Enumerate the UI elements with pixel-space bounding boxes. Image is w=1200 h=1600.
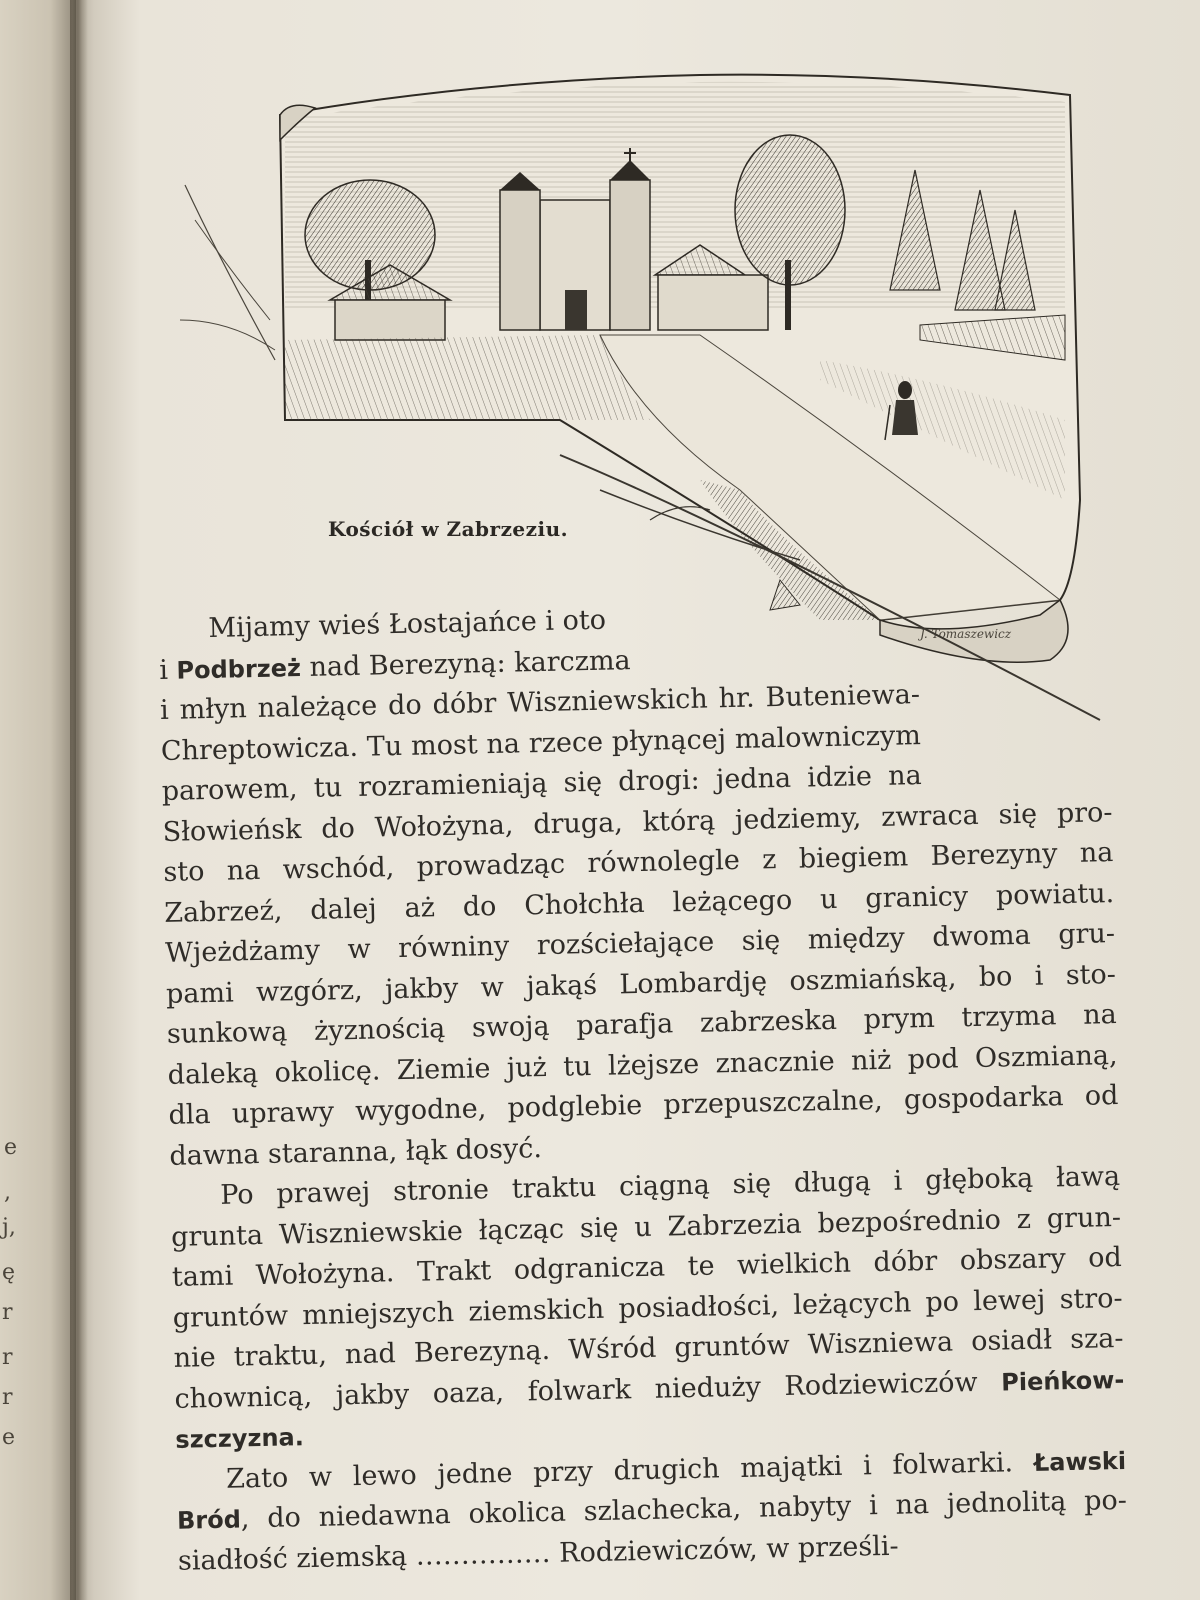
text-segment: chownicą, jakby oaza, folwark nieduży Rodziewiczów <box>174 1366 1002 1415</box>
text-segment: Mijamy wieś Łostajańce i oto <box>208 604 607 644</box>
left-page-fragment: r <box>2 1345 13 1370</box>
text-segment: siadłość ziemską …………… Rodziewiczów, w prześli- <box>177 1530 899 1577</box>
paragraph <box>158 590 1120 1177</box>
book-gutter <box>70 0 94 1600</box>
artist-signature: J. Tomaszewicz <box>920 627 1012 641</box>
left-page-fragment: r <box>2 1300 13 1325</box>
place-name: Podbrzeż <box>176 653 302 685</box>
text-segment: parowem, tu rozramieniają się drogi: jedna idzie na <box>161 760 922 807</box>
left-page-fragment: j, <box>2 1215 16 1240</box>
text-segment: Wjeżdżamy w równiny rozściełające się między dwoma gru- <box>164 918 1116 969</box>
place-name: Pieńkow- <box>1000 1365 1125 1397</box>
place-name: szczyzna. <box>175 1423 305 1454</box>
paragraph <box>176 1440 1128 1581</box>
text-segment: gruntów mniejszych ziemskich posiadłości, leżących po lewej stro- <box>172 1282 1123 1334</box>
text-segment: dla uprawy wygodne, podglebie przepuszczalne, gospodarka od <box>168 1079 1119 1131</box>
left-page-edge <box>0 0 76 1600</box>
text-segment: nie traktu, nad Berezyną. Wśród gruntów Wiszniewa osiadł sza- <box>173 1322 1124 1374</box>
text-segment: sunkową żyznością swoją parafja zabrzeska prym trzyma na <box>166 999 1118 1050</box>
text-segment: i młyn należące do dóbr Wiszniewskich hr. Buteniewa- <box>159 679 921 726</box>
text-segment: tami Wołożyna. Trakt odgranicza te wielkich dóbr obszary od <box>171 1241 1123 1293</box>
text-segment: dawna staranna, łąk dosyć. <box>169 1132 543 1172</box>
left-page-fragment: r <box>2 1385 13 1410</box>
text-segment: Zato w lewo jedne przy drugich majątki i folwarki. <box>225 1446 1035 1495</box>
illustration-caption: Kościół w Zabrzeziu. <box>328 517 569 541</box>
place-name: Ławski <box>1033 1446 1127 1477</box>
left-page-fragment: e <box>4 1135 18 1160</box>
body-text <box>158 590 1128 1582</box>
place-name: Bród <box>176 1505 242 1535</box>
left-page-fragment: ę <box>2 1260 16 1285</box>
text-segment: grunta Wiszniewskie łącząc się u Zabrzezia bezpośrednio z grun- <box>170 1201 1122 1253</box>
paragraph <box>170 1157 1126 1460</box>
text-segment: pami wzgórz, jakby w jakąś Lombardję oszmiańską, bo i sto- <box>165 958 1117 1010</box>
text-segment: , do niedawna okolica szlachecka, nabyty i na jednolitą po- <box>240 1484 1128 1535</box>
text-segment: Po prawej stronie traktu ciągną się długą i głęboką ławą <box>219 1160 1121 1211</box>
text-segment: Zabrzeź, dalej aż do Chołchła leżącego u granicy powiatu. <box>164 877 1115 929</box>
text-segment: Chreptowicza. Tu most na rzece płynącej malowniczym <box>160 719 922 767</box>
text-segment: sto na wschód, prowadząc równolegle z biegiem Berezyny na <box>163 837 1114 888</box>
text-segment: nad Berezyną: karczma <box>300 644 631 683</box>
text-segment: Słowieńsk do Wołożyna, druga, którą jedziemy, zwraca się pro- <box>162 796 1113 848</box>
left-page-fragment: e <box>2 1425 16 1450</box>
text-segment: i <box>158 654 177 686</box>
left-page-fragment: , <box>4 1180 11 1205</box>
text-segment: daleką okolicę. Ziemie już tu lżejsze znacznie niż pod Oszmianą, <box>167 1039 1118 1091</box>
